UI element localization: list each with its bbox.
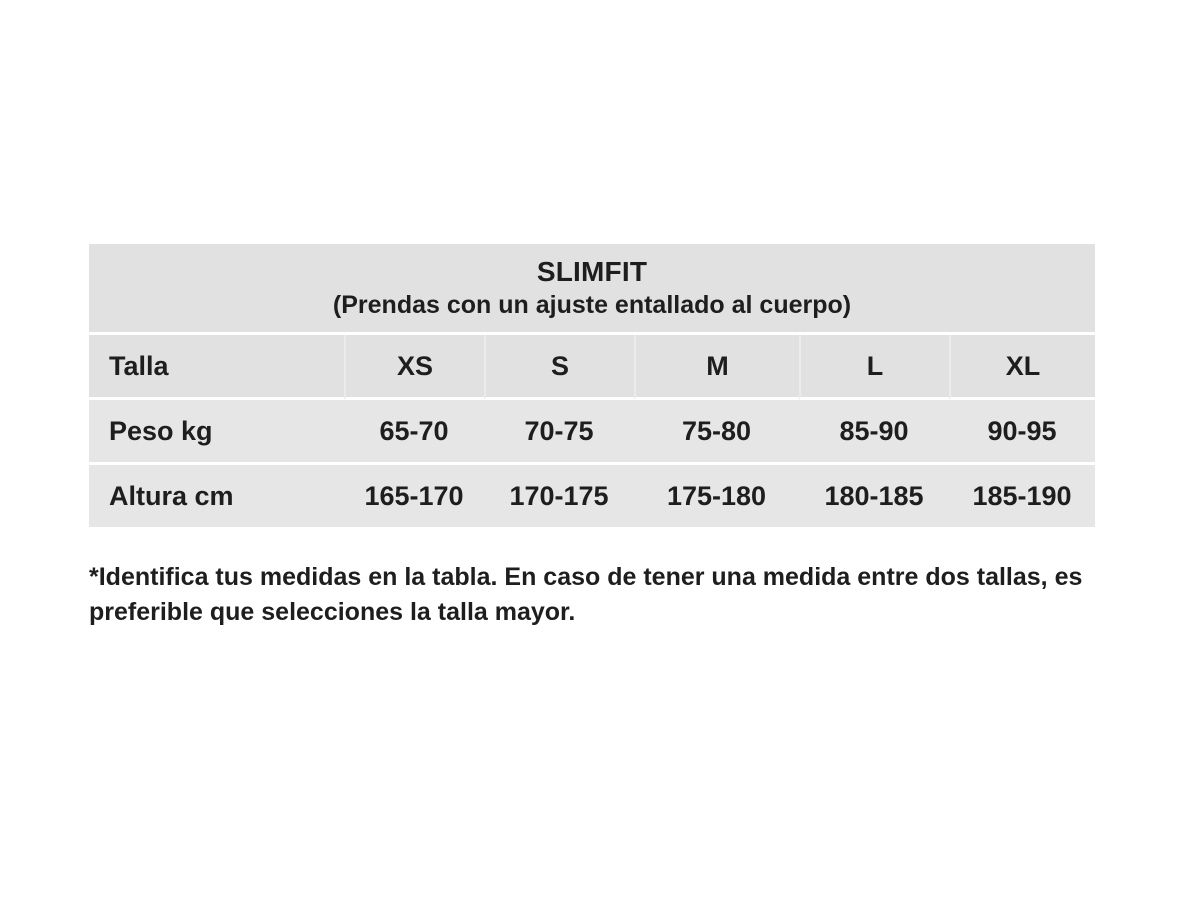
- weight-m: 75-80: [634, 400, 799, 465]
- row-label-weight: Peso kg: [89, 400, 344, 465]
- size-header-label: Talla: [89, 335, 344, 400]
- height-l: 180-185: [799, 465, 949, 527]
- size-m: M: [634, 335, 799, 400]
- size-note: *Identifica tus medidas en la tabla. En caso de tener una medida entre dos tallas, es preferible que selecciones la talla mayor.: [89, 563, 1083, 626]
- table-subtitle: (Prendas con un ajuste entallado al cuerpo): [332, 291, 852, 319]
- weight-l: 85-90: [799, 400, 949, 465]
- height-m: 175-180: [634, 465, 799, 527]
- row-label-height: Altura cm: [89, 465, 344, 527]
- table-title-cell: [89, 244, 1095, 335]
- size-xl: XL: [949, 335, 1095, 400]
- weight-xl: 90-95: [949, 400, 1095, 465]
- size-xs: XS: [344, 335, 484, 400]
- height-xs: 165-170: [344, 465, 484, 527]
- size-header-row: [89, 335, 1095, 400]
- weight-xs: 65-70: [344, 400, 484, 465]
- table-title-row: [89, 244, 1095, 335]
- table-row-height: [89, 465, 1095, 527]
- table-title: SLIMFIT: [536, 256, 648, 287]
- size-chart-table: [89, 244, 1095, 527]
- size-s: S: [484, 335, 634, 400]
- height-xl: 185-190: [949, 465, 1095, 527]
- weight-s: 70-75: [484, 400, 634, 465]
- height-s: 170-175: [484, 465, 634, 527]
- size-l: L: [799, 335, 949, 400]
- table-row-weight: [89, 400, 1095, 465]
